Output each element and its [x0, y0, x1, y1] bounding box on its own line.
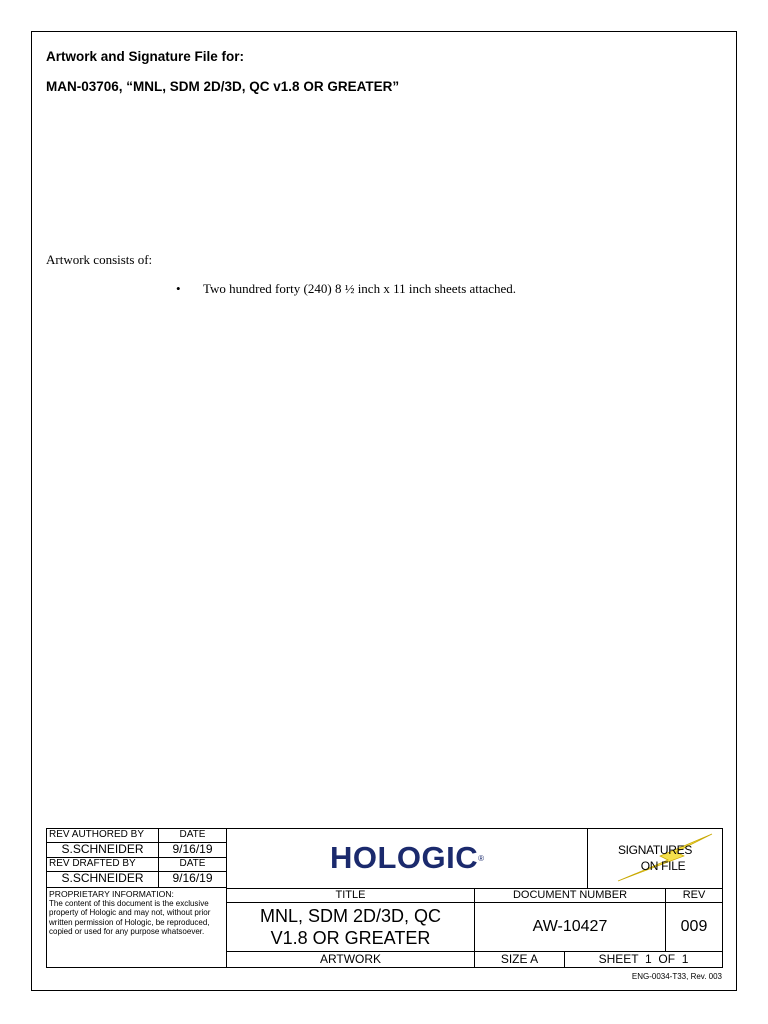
drafted-by: S.SCHNEIDER: [46, 871, 159, 888]
rev-drafted-label: REV DRAFTED BY: [46, 857, 159, 872]
registered-mark: ®: [478, 853, 485, 863]
title-line-1: MNL, SDM 2D/3D, QC: [259, 906, 442, 926]
document-type: ARTWORK: [226, 951, 475, 968]
date-label-2: DATE: [158, 857, 227, 872]
heading-line-1: Artwork and Signature File for:: [46, 49, 245, 64]
rev-label: REV: [665, 888, 723, 903]
proprietary-notice: [46, 887, 227, 968]
heading-line-2: MAN-03706, “MNL, SDM 2D/3D, QC v1.8 OR GREATER”: [46, 79, 400, 94]
document-title: [226, 902, 475, 952]
drafted-date: 9/16/19: [158, 871, 227, 888]
date-label-1: DATE: [158, 828, 227, 843]
form-reference: ENG-0034-T33, Rev. 003: [631, 972, 722, 981]
hologic-logo: [227, 828, 587, 888]
title-label: TITLE: [226, 888, 475, 903]
bullet-symbol: •: [176, 281, 181, 296]
rev-authored-label: REV AUTHORED BY: [46, 828, 159, 843]
revision-number: 009: [665, 902, 723, 952]
bullet-text: Two hundred forty (240) 8 ½ inch x 11 inch sheets attached.: [203, 281, 517, 296]
sheet-size: SIZE A: [474, 951, 565, 968]
logo-wordmark: HOLOGIC: [329, 840, 479, 875]
sheet-count: SHEET 1 OF 1: [564, 951, 723, 968]
document-number: AW-10427: [474, 902, 666, 952]
proprietary-text: The content of this document is the exclusive property of Hologic and may not, without prior written permission of Hologic, be reproduced, copied or used for any purpose whatsoever.: [49, 899, 211, 936]
title-line-2: V1.8 OR GREATER: [270, 928, 431, 948]
authored-by: S.SCHNEIDER: [46, 842, 159, 858]
signatures-stamp: [587, 828, 723, 889]
doc-number-label: DOCUMENT NUMBER: [474, 888, 666, 903]
stamp-line-2: ON FILE: [640, 859, 686, 873]
authored-date: 9/16/19: [158, 842, 227, 858]
stamp-line-1: SIGNATURES: [617, 843, 693, 857]
artwork-intro: Artwork consists of:: [46, 252, 153, 267]
proprietary-heading: PROPRIETARY INFORMATION:: [49, 889, 174, 899]
